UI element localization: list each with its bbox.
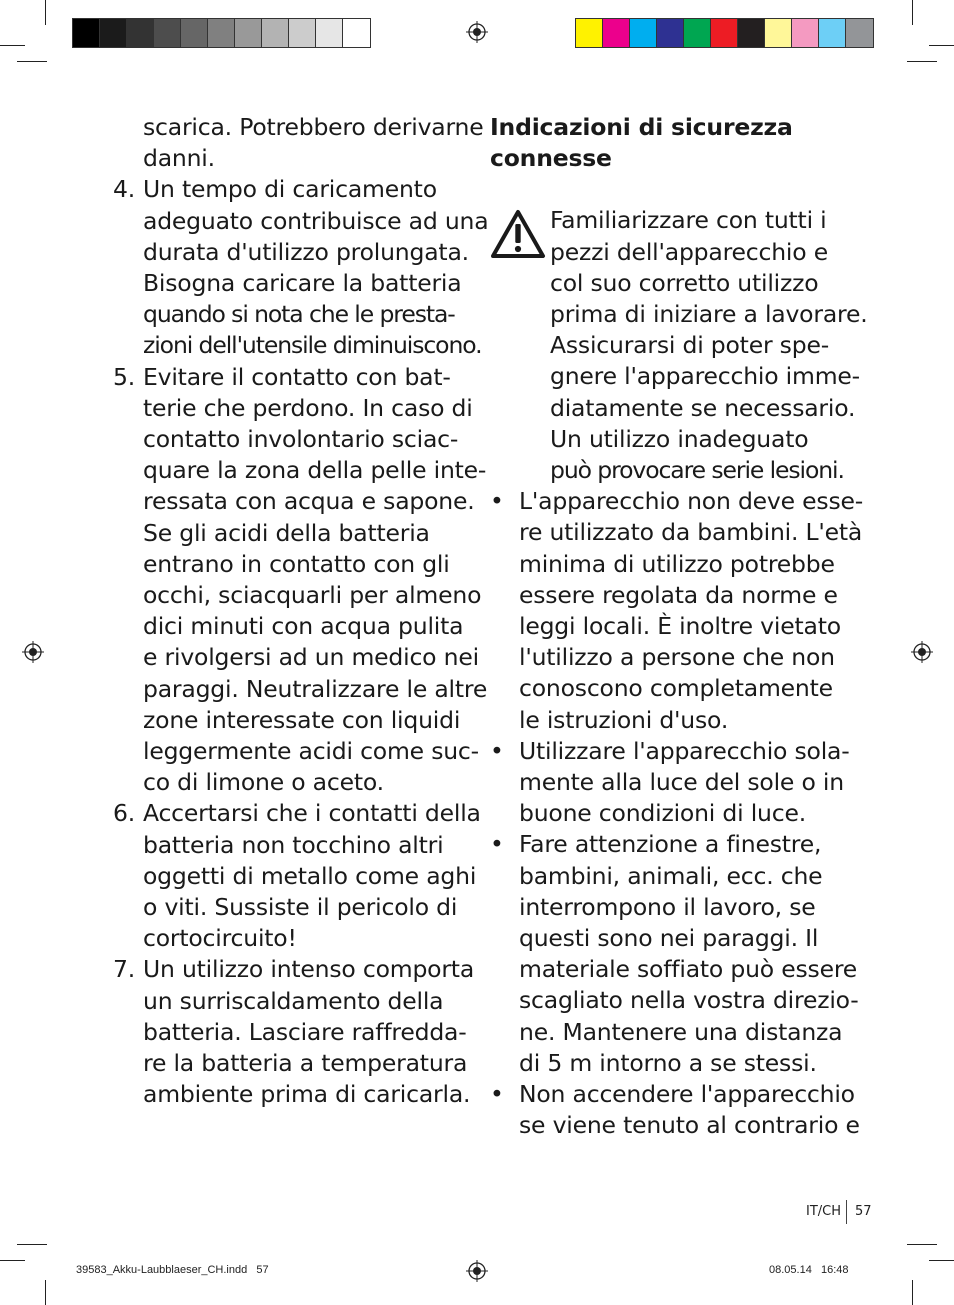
crop-mark <box>929 45 954 46</box>
text-line: paraggi. Neutralizzare le altre <box>143 674 488 703</box>
text-line: Non accendere l'apparecchio <box>519 1080 855 1109</box>
color-swatch <box>792 19 819 47</box>
item-number: 6. <box>113 799 136 828</box>
warning-triangle-icon <box>490 209 546 259</box>
text-line: può provocare serie lesioni. <box>550 456 844 485</box>
continued-paragraph <box>113 112 484 174</box>
crop-mark <box>17 1244 47 1245</box>
crop-mark <box>45 0 46 25</box>
text-line: occhi, sciacquarli per almeno <box>143 581 482 610</box>
color-swatch <box>603 19 630 47</box>
text-line: o viti. Sussiste il pericolo di <box>143 893 458 922</box>
text-line: zone interessate con liquidi <box>143 705 461 734</box>
text-line: essere regolata da norme e <box>519 580 838 609</box>
text-line: se viene tenuto al contrario e <box>519 1111 860 1140</box>
color-swatch <box>235 19 262 47</box>
left-column <box>113 112 489 1111</box>
text-line: entrano in contatto con gli <box>143 549 450 578</box>
color-swatch <box>738 19 765 47</box>
text-line: leggermente acidi come suc- <box>143 737 479 766</box>
text-line: durata d'utilizzo prolungata. <box>143 237 469 266</box>
text-line: scagliato nella vostra direzio- <box>519 986 859 1015</box>
crop-mark <box>907 61 937 62</box>
text-line: Evitare il contatto con bat- <box>143 362 451 391</box>
crop-mark <box>929 1260 954 1261</box>
text-line: re utilizzato da bambini. L'età <box>519 518 863 547</box>
text-line: dici minuti con acqua pulita <box>143 612 464 641</box>
color-swatch <box>846 19 873 47</box>
bullet-marker: • <box>490 830 504 859</box>
bullet-item <box>490 1079 860 1141</box>
text-line: l'utilizzo a persone che non <box>519 643 835 672</box>
text-line: Un utilizzo inadeguato <box>550 424 809 453</box>
text-line: Un tempo di caricamento <box>143 175 437 204</box>
bullet-marker: • <box>490 736 504 765</box>
slug-file-info: 39583_Akku-Laubblaeser_CH.indd 57 <box>76 1264 269 1276</box>
text-line: contatto involontario sciac- <box>143 425 459 454</box>
item-number: 7. <box>113 955 136 984</box>
text-line: zioni dell'utensile diminuiscono. <box>143 331 482 360</box>
text-line: re la batteria a temperatura <box>143 1049 468 1078</box>
text-line: buone condizioni di luce. <box>519 799 806 828</box>
numbered-item <box>113 954 475 1110</box>
text-line: un surriscaldamento della <box>143 986 444 1015</box>
color-swatch <box>343 19 370 47</box>
bullet-item <box>490 736 850 830</box>
text-line: co di limone o aceto. <box>143 768 384 797</box>
text-line: gnere l'apparecchio imme- <box>550 362 860 391</box>
bullet-item <box>490 829 859 1079</box>
page-number: 57 <box>855 1204 872 1219</box>
region-code: IT/CH <box>806 1204 842 1219</box>
text-line: adeguato contribuisce ad una <box>143 206 489 235</box>
text-line: col suo corretto utilizzo <box>550 268 819 297</box>
item-number: 5. <box>113 362 136 391</box>
crop-mark <box>45 1280 46 1305</box>
text-line: danni. <box>143 144 215 173</box>
color-swatch <box>127 19 154 47</box>
right-column <box>490 112 868 1142</box>
section-heading <box>490 112 845 174</box>
text-line: Familiarizzare con tutti i <box>550 206 827 235</box>
color-swatch <box>181 19 208 47</box>
slug-date-info: 08.05.14 16:48 <box>769 1264 849 1276</box>
color-swatch <box>289 19 316 47</box>
process-color-bar <box>575 18 874 48</box>
item-number: 4. <box>113 175 136 204</box>
text-line: Un utilizzo intenso comporta <box>143 955 475 984</box>
text-line: ressata con acqua e sapone. <box>143 487 475 516</box>
crop-mark <box>912 0 913 25</box>
text-line: e rivolgersi ad un medico nei <box>143 643 479 672</box>
grayscale-color-bar <box>72 18 371 48</box>
text-line: prima di iniziare a lavorare. <box>550 300 868 329</box>
page-footer <box>806 1204 872 1219</box>
text-line: interrompono il lavoro, se <box>519 892 816 921</box>
color-swatch <box>316 19 343 47</box>
footer-divider <box>846 1200 847 1224</box>
text-line: quando si nota che le presta- <box>143 300 455 329</box>
text-line: Assicurarsi di poter spe- <box>550 331 829 360</box>
text-line: Se gli acidi della batteria <box>143 518 430 547</box>
color-swatch <box>154 19 181 47</box>
bullet-list <box>490 486 864 1141</box>
color-swatch <box>576 19 603 47</box>
text-line: cortocircuito! <box>143 924 297 953</box>
text-line: questi sono nei paraggi. Il <box>519 924 819 953</box>
registration-mark-icon <box>466 1260 488 1282</box>
warning-block <box>490 205 868 486</box>
color-swatch <box>819 19 846 47</box>
color-swatch <box>765 19 792 47</box>
text-line: oggetti di metallo come aghi <box>143 861 477 890</box>
registration-mark-icon <box>22 641 44 663</box>
numbered-item <box>113 362 488 799</box>
text-line: pezzi dell'apparecchio e <box>550 237 828 266</box>
numbered-item <box>113 174 489 361</box>
text-line: ambiente prima di caricarla. <box>143 1080 471 1109</box>
color-swatch <box>657 19 684 47</box>
text-line: di 5 m intorno a se stessi. <box>519 1048 817 1077</box>
heading-line: Indicazioni di sicurezza <box>490 113 793 141</box>
text-line: Utilizzare l'apparecchio sola- <box>519 736 850 765</box>
crop-mark <box>17 61 47 62</box>
registration-mark-icon <box>911 641 933 663</box>
text-line: ne. Mantenere una distanza <box>519 1017 843 1046</box>
text-line: conoscono completamente <box>519 674 833 703</box>
color-swatch <box>208 19 235 47</box>
text-line: minima di utilizzo potrebbe <box>519 549 835 578</box>
bullet-marker: • <box>490 487 504 516</box>
text-line: quare la zona della pelle inte- <box>143 456 487 485</box>
crop-mark <box>0 1260 25 1261</box>
color-swatch <box>630 19 657 47</box>
text-line: L'apparecchio non deve esse- <box>519 487 864 516</box>
text-line: scarica. Potrebbero derivarne <box>143 113 484 141</box>
text-line: diatamente se necessario. <box>550 393 856 422</box>
crop-mark <box>907 1244 937 1245</box>
text-line: batteria. Lasciare raffredda- <box>143 1017 467 1046</box>
color-swatch <box>684 19 711 47</box>
text-line: bambini, animali, ecc. che <box>519 861 823 890</box>
text-line: leggi locali. È inoltre vietato <box>519 612 841 641</box>
heading-line: connesse <box>490 144 612 173</box>
text-line: mente alla luce del sole o in <box>519 768 844 797</box>
text-line: materiale soffiato può essere <box>519 955 858 984</box>
bullet-item <box>490 486 864 736</box>
color-swatch <box>73 19 100 47</box>
bullet-marker: • <box>490 1080 504 1109</box>
text-line: batteria non tocchino altri <box>143 830 444 859</box>
numbered-list <box>113 174 489 1110</box>
color-swatch <box>711 19 738 47</box>
numbered-item <box>113 798 481 954</box>
registration-mark-icon <box>466 21 488 43</box>
crop-mark <box>0 45 25 46</box>
color-swatch <box>100 19 127 47</box>
text-line: terie che perdono. In caso di <box>143 393 473 422</box>
text-line: Fare attenzione a finestre, <box>519 830 822 859</box>
crop-mark <box>912 1280 913 1305</box>
color-swatch <box>262 19 289 47</box>
text-line: Bisogna caricare la batteria <box>143 269 462 298</box>
text-line: le istruzioni d'uso. <box>519 705 729 734</box>
text-line: Accertarsi che i contatti della <box>143 799 481 828</box>
